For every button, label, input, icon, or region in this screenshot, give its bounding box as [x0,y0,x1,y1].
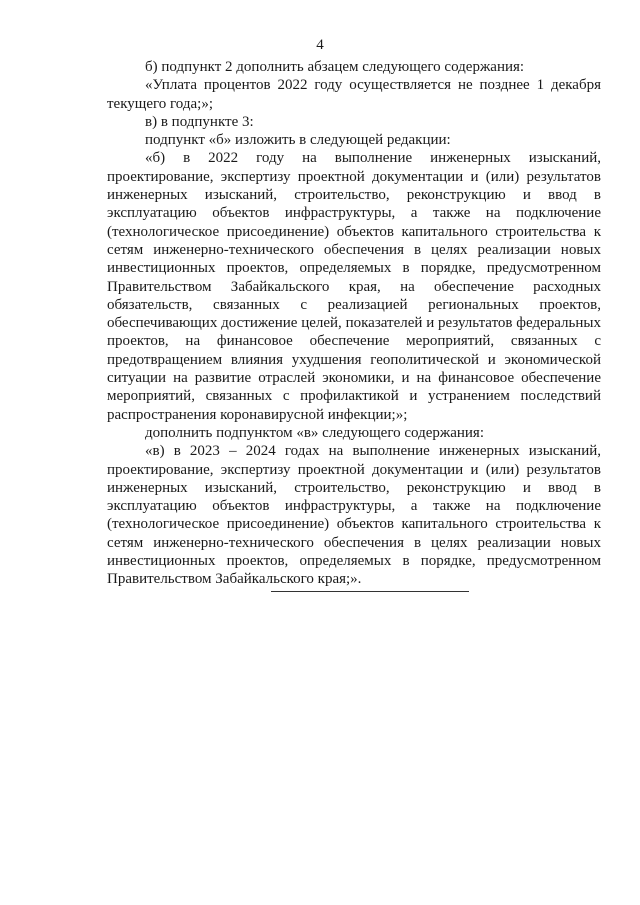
paragraph-subclause-v-intro: в) в подпункте 3: [145,113,254,130]
document-body [107,58,601,589]
paragraph-redaction-intro: подпункт «б» изложить в следующей редакции: [145,132,451,149]
paragraph-item-v: «в) в 2023 – 2024 годах на выполнение инженерных изысканий, проектирование, экспертизу проектной документации и (или) результатов инженерных изысканий, строительство, реконструкцию и ввод в эксплуатацию объектов инфраструктуры, а также на подключение (технологическое присоединение) объектов капитального строительства к сетям инженерно-технического обеспечения в целях реализации новых инвестиционных проектов, определяемых в порядке, предусмотренном Правительством Забайкальского края;». [107,443,601,588]
paragraph-add-item-v: дополнить подпунктом «в» следующего содержания: [145,424,485,441]
paragraph-interest-payment: «Уплата процентов 2022 году осуществляется не позднее 1 декабря текущего года;»; [107,77,601,112]
paragraph-item-b: «б) в 2022 году на выполнение инженерных изысканий, проектирование, экспертизу проектной документации и (или) результатов инженерных изысканий, строительство, реконструкцию и ввод в эксплуатацию объектов инфраструктуры, а также на подключение (технологическое присоединение) объектов капитального строительства к сетям инженерно-технического обеспечения в целях реализации новых инвестиционных проектов, определяемых в порядке, предусмотренном Правительством Забайкальского края, на обеспечение расходных обязательств, связанных с реализацией региональных проектов, обеспечивающих достижение целей, показателей и результатов федеральных проектов, на финансовое обеспечение мероприятий, связанных с предотвращением влияния ухудшения геополитической и экономической ситуации на развитие отраслей экономики, и на финансовое обеспечение мероприятий, связанных с профилактикой и устранением последствий распространения коронавирусной инфекции;»; [107,150,601,423]
paragraph-subclause-b-intro: б) подпункт 2 дополнить абзацем следующего содержания: [145,59,525,75]
page-number: 4 [316,37,324,53]
end-divider-line [271,591,469,592]
